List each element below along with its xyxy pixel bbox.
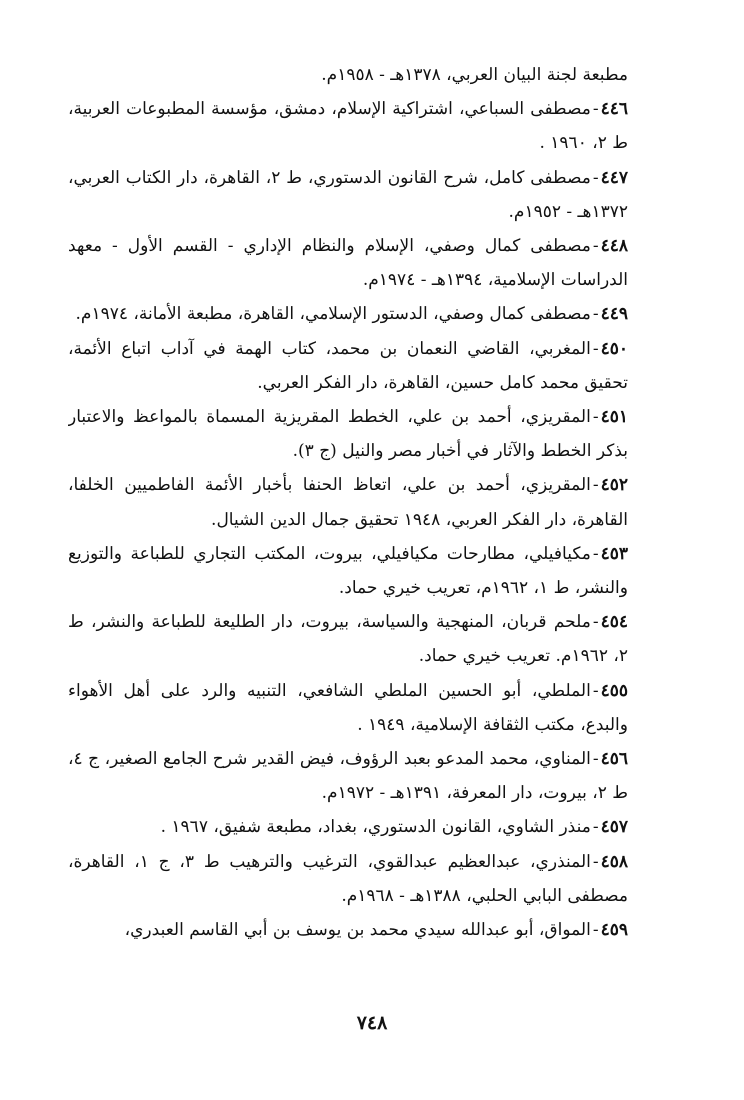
entry-number: ٤٤٦ bbox=[600, 99, 628, 120]
bib-entry: ٤٥٤-ملحم قربان، المنهجية والسياسة، بيروت، دار الطليعة للطباعة والنشر، ط ٢، ١٩٦٢م. تعريب خيري حماد. bbox=[68, 612, 628, 667]
page-number: ٧٤٨ bbox=[356, 1012, 388, 1034]
bib-entry: ٤٥٣-مكيافيلي، مطارحات مكيافيلي، بيروت، المكتب التجاري للطباعة والتوزيع والنشر، ط ١، ١٩٦٢م، تعريب خيري حماد. bbox=[68, 543, 628, 599]
bib-entry: ٤٤٧-مصطفى كامل، شرح القانون الدستوري، ط ٢، القاهرة، دار الكتاب العربي، ١٣٧٢هـ - ١٩٥٢م. bbox=[68, 167, 628, 222]
bib-entry: ٤٥٨-المنذري، عبدالعظيم عبدالقوي، الترغيب والترهيب ط ٣، ج ١، القاهرة، مصطفى البابي الحلبي، ١٣٨٨هـ - ١٩٦٨م. bbox=[68, 851, 628, 906]
bibliography-page bbox=[68, 58, 628, 1058]
entry-number: ٤٥٨ bbox=[600, 851, 628, 872]
entry-text: المقريزي، أحمد بن علي، الخطط المقريزية المسماة بالمواعظ والاعتبار بذكر الخطط والآثار في أخبار مصر والنيل (ج ٣). bbox=[68, 407, 628, 462]
entry-text: مكيافيلي، مطارحات مكيافيلي، بيروت، المكتب التجاري للطباعة والتوزيع والنشر، ط ١، ١٩٦٢م، تعريب خيري حماد. bbox=[68, 543, 628, 599]
bib-entry: ٤٤٦-مصطفى السباعي، اشتراكية الإسلام، دمشق، مؤسسة المطبوعات العربية، ط ٢، ١٩٦٠ . bbox=[68, 99, 628, 154]
bibliography-list bbox=[68, 58, 628, 947]
entry-number: ٤٥٢ bbox=[600, 475, 628, 496]
entry-text: مصطفى السباعي، اشتراكية الإسلام، دمشق، مؤسسة المطبوعات العربية، ط ٢، ١٩٦٠ . bbox=[68, 99, 628, 154]
bib-entry: ٤٥٢-المقريزي، أحمد بن علي، اتعاظ الحنفا بأخبار الأئمة الفاطميين الخلفا، القاهرة، دار الفكر العربي، ١٩٤٨ تحقيق جمال الدين الشيال. bbox=[68, 475, 628, 530]
bib-entry: ٤٥٧-منذر الشاوي، القانون الدستوري، بغداد، مطبعة شفيق، ١٩٦٧ . bbox=[160, 817, 628, 838]
entry-text: منذر الشاوي، القانون الدستوري، بغداد، مطبعة شفيق، ١٩٦٧ . bbox=[160, 817, 591, 838]
bib-entry: ٤٥٩-المواق، أبو عبدالله سيدي محمد بن يوسف بن أبي القاسم العبدري، bbox=[124, 920, 628, 941]
entry-number: ٤٤٨ bbox=[600, 236, 628, 257]
entry-number: ٤٥٣ bbox=[600, 543, 628, 564]
entry-number: ٤٥٥ bbox=[600, 680, 628, 701]
bib-entry: ٤٤٩-مصطفى كمال وصفي، الدستور الإسلامي، القاهرة، مطبعة الأمانة، ١٩٧٤م. bbox=[75, 304, 628, 325]
entry-number: ٤٥٧ bbox=[600, 817, 628, 838]
continuation-line: مطبعة لجنة البيان العربي، ١٣٧٨هـ - ١٩٥٨م. bbox=[321, 65, 628, 85]
entry-text: مصطفى كمال وصفي، الإسلام والنظام الإداري - القسم الأول - معهد الدراسات الإسلامية، ١٣٩٤هـ - ١٩٧٤م. bbox=[68, 236, 628, 291]
entry-number: ٤٥٤ bbox=[600, 612, 628, 633]
entry-text: المنذري، عبدالعظيم عبدالقوي، الترغيب والترهيب ط ٣، ج ١، القاهرة، مصطفى البابي الحلبي، ١٣٨٨هـ - ١٩٦٨م. bbox=[68, 851, 628, 906]
entry-text: مصطفى كامل، شرح القانون الدستوري، ط ٢، القاهرة، دار الكتاب العربي، ١٣٧٢هـ - ١٩٥٢م. bbox=[68, 167, 628, 222]
bib-entry: ٤٥٦-المناوي، محمد المدعو بعبد الرؤوف، فيض القدير شرح الجامع الصغير، ج ٤، ط ٢، بيروت، دار المعرفة، ١٣٩١هـ - ١٩٧٢م. bbox=[68, 749, 628, 804]
bib-entry: ٤٤٨-مصطفى كمال وصفي، الإسلام والنظام الإداري - القسم الأول - معهد الدراسات الإسلامية، ١٣٩٤هـ - ١٩٧٤م. bbox=[68, 236, 628, 291]
entry-number: ٤٥٩ bbox=[600, 920, 628, 941]
bib-entry: ٤٥٠-المغربي، القاضي النعمان بن محمد، كتاب الهمة في آداب اتباع الأئمة، تحقيق محمد كامل حسين، القاهرة، دار الفكر العربي. bbox=[68, 338, 628, 393]
bib-entry: ٤٥١-المقريزي، أحمد بن علي، الخطط المقريزية المسماة بالمواعظ والاعتبار بذكر الخطط والآثار في أخبار مصر والنيل (ج ٣). bbox=[68, 407, 628, 462]
entry-text: المناوي، محمد المدعو بعبد الرؤوف، فيض القدير شرح الجامع الصغير، ج ٤، ط ٢، بيروت، دار المعرفة، ١٣٩١هـ - ١٩٧٢م. bbox=[68, 749, 628, 804]
entry-number: ٤٥١ bbox=[600, 407, 628, 428]
entry-text: المغربي، القاضي النعمان بن محمد، كتاب الهمة في آداب اتباع الأئمة، تحقيق محمد كامل حسين، القاهرة، دار الفكر العربي. bbox=[68, 338, 628, 393]
entry-text: المقريزي، أحمد بن علي، اتعاظ الحنفا بأخبار الأئمة الفاطميين الخلفا، القاهرة، دار الفكر العربي، ١٩٤٨ تحقيق جمال الدين الشيال. bbox=[68, 475, 628, 530]
entry-number: ٤٥٦ bbox=[600, 749, 628, 770]
bib-entry: ٤٥٥-الملطي، أبو الحسين الملطي الشافعي، التنبيه والرد على أهل الأهواء والبدع، مكتب الثقافة الإسلامية، ١٩٤٩ . bbox=[68, 680, 628, 735]
entry-text: مصطفى كمال وصفي، الدستور الإسلامي، القاهرة، مطبعة الأمانة، ١٩٧٤م. bbox=[75, 304, 591, 325]
entry-number: ٤٥٠ bbox=[600, 338, 628, 359]
entry-text: ملحم قربان، المنهجية والسياسة، بيروت، دار الطليعة للطباعة والنشر، ط ٢، ١٩٦٢م. تعريب خيري حماد. bbox=[68, 612, 628, 667]
entry-number: ٤٤٧ bbox=[600, 167, 628, 188]
entry-text: الملطي، أبو الحسين الملطي الشافعي، التنبيه والرد على أهل الأهواء والبدع، مكتب الثقافة الإسلامية، ١٩٤٩ . bbox=[68, 680, 628, 735]
entry-text: المواق، أبو عبدالله سيدي محمد بن يوسف بن أبي القاسم العبدري، bbox=[124, 920, 591, 941]
entry-number: ٤٤٩ bbox=[600, 304, 628, 325]
